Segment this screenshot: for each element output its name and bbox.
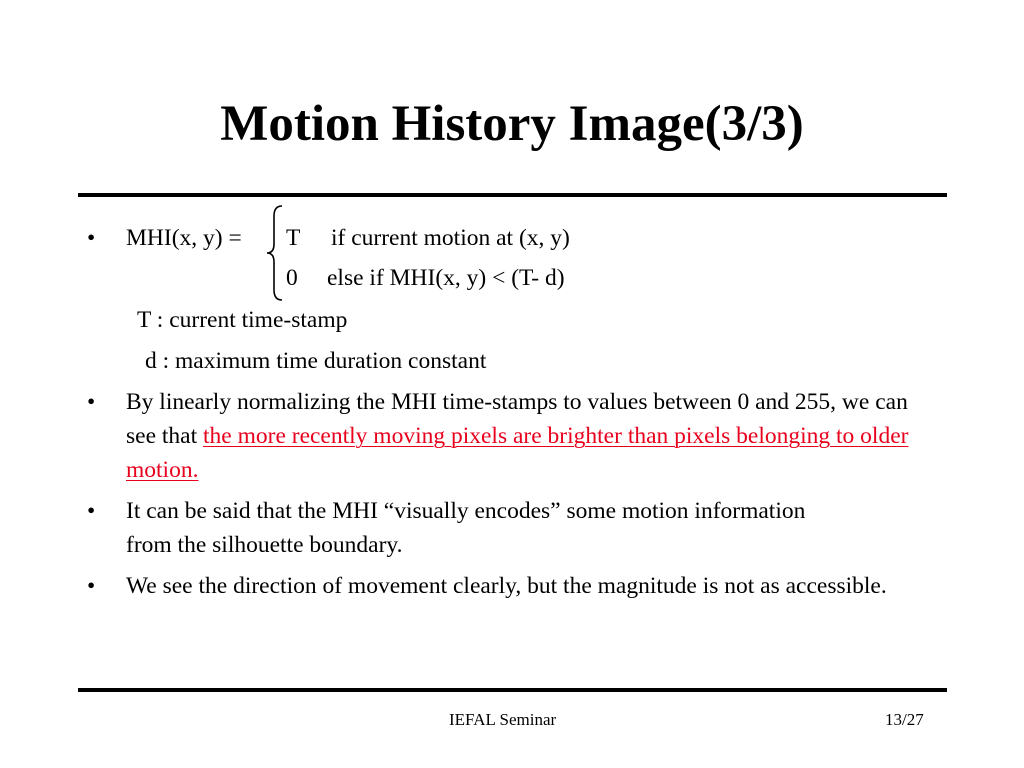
direction-text: We see the direction of movement clearly, but the magnitude is not as accessible. [126,573,887,599]
bullet-direction [126,569,936,603]
footer-title: IEFAL Seminar [449,710,557,729]
formula-case2-condition: else if MHI(x, y) < (T- d) [327,265,565,291]
bullet-encodes [126,494,826,562]
bullet-normalize [126,385,936,487]
encodes-text: It can be said that the MHI “visually encodes” some motion information from the silhouette boundary. [126,498,806,558]
bullet-marker: • [87,389,96,415]
page-number: 13/27 [885,710,924,729]
bullet-marker: • [87,225,96,251]
left-brace-icon [264,204,286,302]
formula-case1-condition: if current motion at (x, y) [331,225,570,251]
formula-lhs: MHI(x, y) = [126,225,242,251]
title-divider [78,193,947,197]
formula-case1-value: T [286,225,301,251]
bullet-marker: • [87,573,96,599]
normalize-text: By linearly normalizing the MHI time-stamps to values between 0 and 255, we can see that [126,389,908,449]
definition-d: d : maximum time duration constant [145,348,487,374]
normalize-highlight: the more recently moving pixels are brighter than pixels belonging to older motion. [126,423,909,483]
formula-case2-value: 0 [286,265,298,291]
slide-title: Motion History Image(3/3) [220,96,804,152]
definition-t: T : current time-stamp [137,307,348,333]
bullet-marker: • [87,498,96,524]
footer-divider [78,688,947,692]
